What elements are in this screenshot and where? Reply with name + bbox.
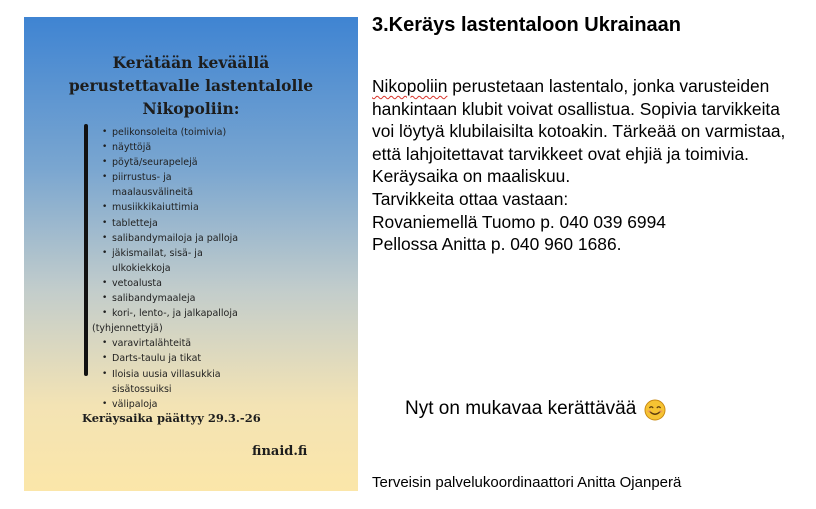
poster-list-item — [94, 216, 344, 231]
poster-list-item-text: pöytä/seurapelejä — [112, 157, 198, 169]
closing-line — [405, 398, 666, 420]
poster-list-item — [94, 276, 344, 291]
poster-list-item — [94, 246, 344, 276]
poster-image — [24, 17, 358, 491]
spellcheck-word[interactable]: Nikopoliin — [372, 76, 448, 96]
poster-list-item — [94, 200, 344, 215]
poster-item-list — [94, 125, 344, 412]
poster-list-item — [94, 231, 344, 246]
poster-list-item — [94, 306, 344, 321]
section-heading: 3.Keräys lastentaloon Ukrainaan — [372, 14, 682, 36]
poster-list-item — [94, 291, 344, 306]
contact-rovaniemi: Rovaniemellä Tuomo p. 040 039 6994 — [372, 211, 666, 232]
poster-list-item-text: välipaloja — [112, 398, 158, 410]
poster-list-item-text: salibandymaaleja — [112, 293, 196, 305]
bullet-icon: • — [102, 368, 108, 379]
poster-list-item — [94, 351, 344, 366]
poster-list-item-text: Darts-taulu ja tikat — [112, 353, 202, 365]
body-paragraph — [372, 75, 802, 188]
bullet-icon: • — [102, 338, 108, 349]
poster-list-item-text: vetoalusta — [112, 277, 162, 289]
poster-list-item-text: salibandymailoja ja palloja — [112, 232, 239, 244]
bullet-icon: • — [102, 308, 108, 319]
poster-list-item — [92, 321, 344, 336]
contact-pello: Pellossa Anitta p. 040 960 1686. — [372, 234, 622, 255]
poster-list-item — [94, 170, 344, 200]
poster-list-item — [94, 367, 344, 397]
bullet-icon: • — [102, 353, 108, 364]
bullet-icon: • — [102, 293, 108, 304]
signature: Terveisin palvelukoordinaattori Anitta Ojanperä — [372, 474, 682, 491]
bullet-icon: • — [102, 127, 108, 137]
bullet-icon: • — [102, 217, 108, 228]
bullet-icon: • — [102, 142, 108, 153]
poster-list-item-text: musiikkikaiuttimia — [112, 202, 199, 214]
bullet-icon: • — [102, 202, 108, 213]
poster-vertical-bar — [84, 124, 88, 376]
poster-list-item-text: (tyhjennettyjä) — [92, 323, 163, 335]
smiling-face-icon — [644, 399, 666, 421]
body-text — [372, 75, 802, 256]
bullet-icon: • — [102, 398, 108, 409]
bullet-icon: • — [102, 172, 108, 183]
poster-website: finaid.fi — [252, 444, 308, 459]
poster-list-item-text: pelikonsoleita (toimivia) — [112, 127, 227, 138]
poster-list-item — [94, 125, 344, 140]
poster-list-item-text: Iloisia uusia villasukkia sisätossuiksi — [112, 368, 221, 395]
poster-list-item-text: tabletteja — [112, 217, 158, 229]
poster-list-item-text: piirrustus- ja maalausvälineitä — [112, 172, 194, 199]
poster-deadline: Keräysaika päättyy 29.3.-26 — [82, 411, 261, 425]
poster-list-item — [94, 397, 344, 412]
receivers-label: Tarvikkeita ottaa vastaan: — [372, 188, 569, 209]
poster-list-item-text: kori-, lento-, ja jalkapalloja — [112, 308, 238, 320]
closing-text: Nyt on mukavaa kerättävää — [405, 398, 637, 419]
poster-list-item-text: varavirtalähteitä — [112, 338, 192, 350]
poster-list-item-text: jäkismailat, sisä- ja ulkokiekkoja — [112, 247, 203, 274]
poster-list-item — [94, 155, 344, 170]
poster-list-item — [94, 336, 344, 351]
bullet-icon: • — [102, 277, 108, 288]
poster-list-item — [94, 140, 344, 155]
poster-title: Kerätään keväällä perustettavalle lastentalolle Nikopoliin: — [68, 53, 314, 118]
bullet-icon: • — [102, 157, 108, 168]
bullet-icon: • — [102, 232, 108, 243]
bullet-icon: • — [102, 247, 108, 258]
body-paragraph-text: perustetaan lastentalo, jonka varusteiden hankintaan klubit voivat osallistua. Sopivia tarvikkeita voi löytyä klubilaisilta kotoakin. Tärkeää on varmistaa, että lahjoitettavat tarvikkeet ovat ehjiä ja toimivia. Keräysaika on maaliskuu. — [372, 76, 786, 187]
poster-list-item-text: näyttöjä — [112, 142, 152, 154]
